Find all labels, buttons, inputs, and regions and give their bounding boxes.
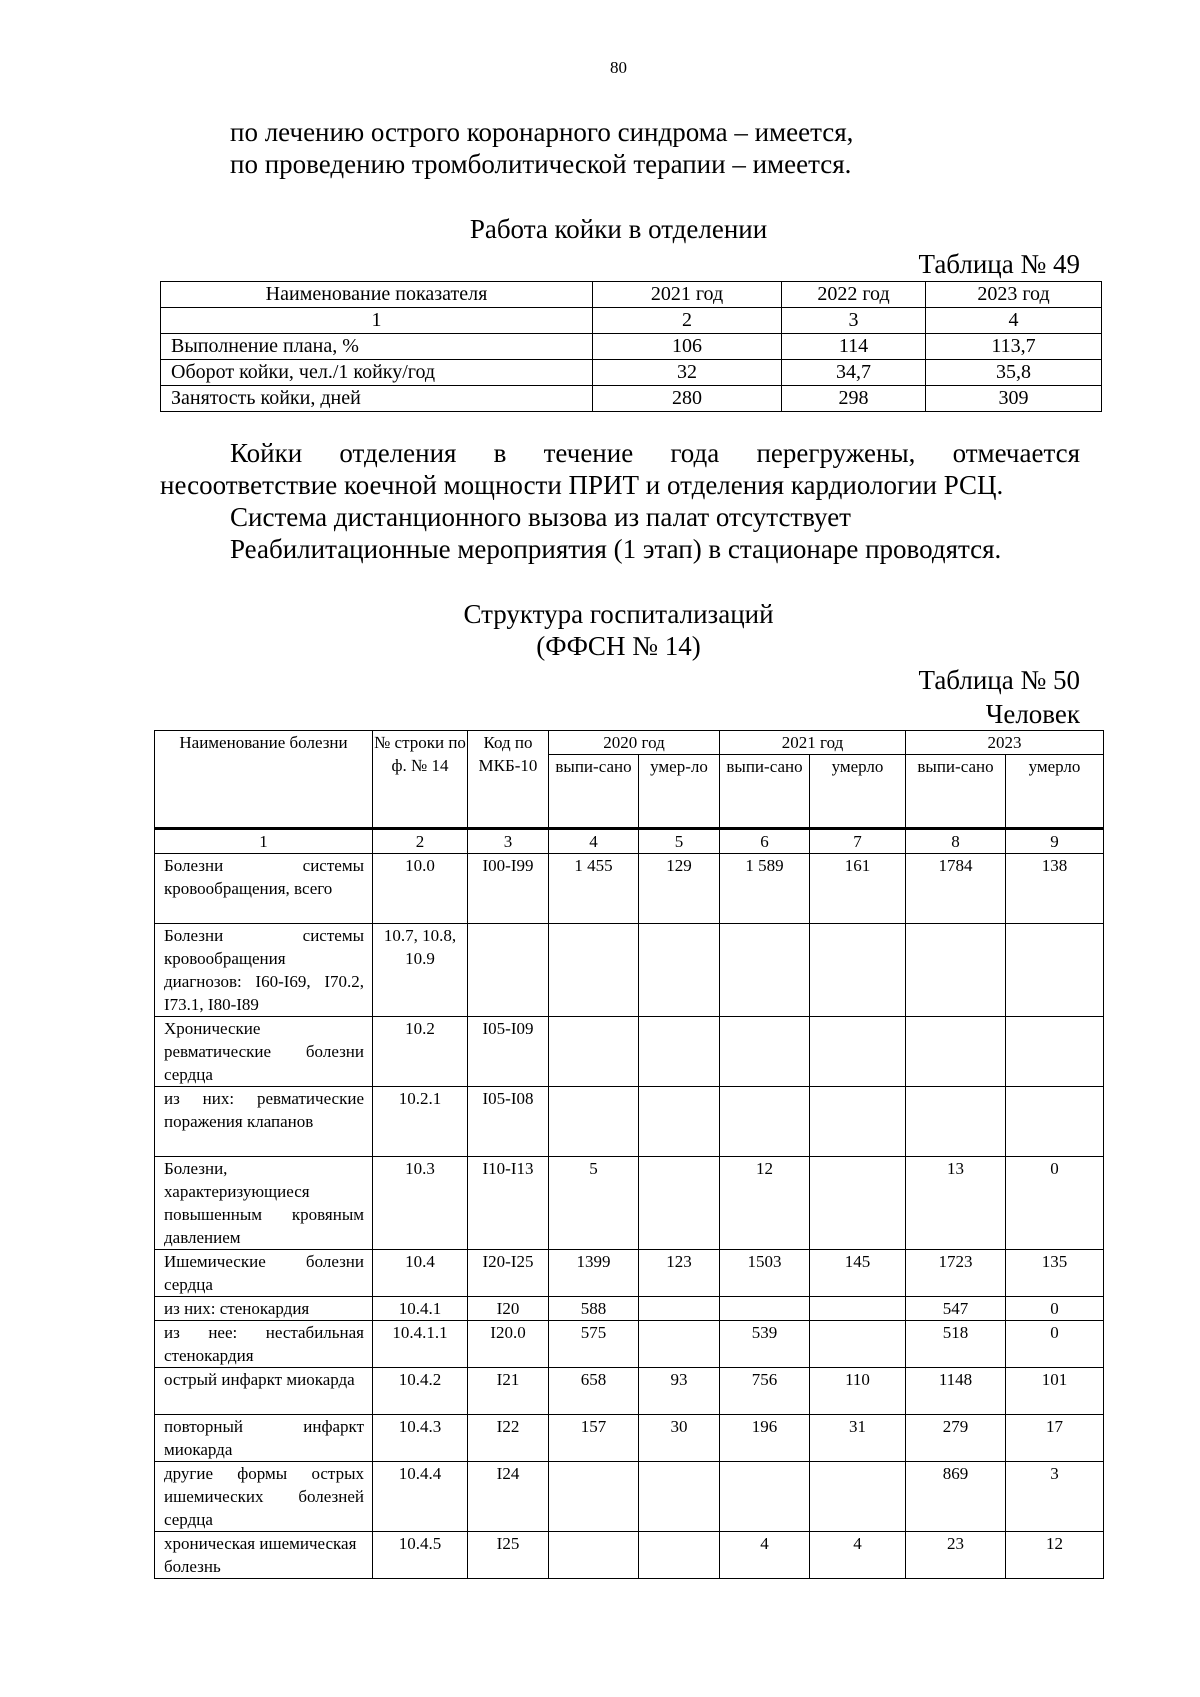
header-cell: 2021 год — [593, 282, 782, 308]
disease-name-cell: из нее: нестабильная стенокардия — [155, 1321, 373, 1368]
value-cell: 23 — [906, 1532, 1006, 1579]
value-cell — [549, 1462, 639, 1532]
indicator-name: Выполнение плана, % — [161, 334, 593, 360]
table-row — [155, 1321, 1104, 1368]
column-number-cell: 3 — [468, 829, 549, 854]
header-discharged-2021: выпи-сано — [720, 755, 810, 829]
value-cell: 138 — [1006, 854, 1104, 924]
value-cell: 32 — [593, 360, 782, 386]
disease-name-cell: повторный инфаркт миокарда — [155, 1415, 373, 1462]
value-cell: 0 — [1006, 1321, 1104, 1368]
row-number-cell: 10.4.2 — [373, 1368, 468, 1415]
value-cell — [810, 1017, 906, 1087]
table-row — [161, 334, 1102, 360]
icd-code-cell: I05-I09 — [468, 1017, 549, 1087]
row-number-cell: 10.4.3 — [373, 1415, 468, 1462]
value-cell: 12 — [1006, 1532, 1104, 1579]
value-cell: 309 — [926, 386, 1102, 412]
row-number-cell: 10.3 — [373, 1157, 468, 1250]
table-49 — [160, 281, 1102, 412]
table-50 — [154, 730, 1104, 1579]
header-row-number: № строки по ф. № 14 — [373, 731, 468, 829]
icd-code-cell: I05-I08 — [468, 1087, 549, 1157]
value-cell: 588 — [549, 1297, 639, 1321]
table-row — [161, 386, 1102, 412]
icd-code-cell: I22 — [468, 1415, 549, 1462]
value-cell — [906, 1087, 1006, 1157]
table50-title-line-2: (ФФСН № 14) — [536, 631, 701, 661]
value-cell: 869 — [906, 1462, 1006, 1532]
page-number: 80 — [610, 58, 627, 77]
value-cell — [720, 924, 810, 1017]
value-cell — [720, 1462, 810, 1532]
value-cell — [1006, 1087, 1104, 1157]
column-number-cell: 2 — [373, 829, 468, 854]
value-cell — [639, 924, 720, 1017]
disease-name-cell: из них: стенокардия — [155, 1297, 373, 1321]
icd-code-cell: I24 — [468, 1462, 549, 1532]
value-cell: 110 — [810, 1368, 906, 1415]
icd-code-cell: I00-I99 — [468, 854, 549, 924]
paragraph-1-line-2: несоответствие коечной мощности ПРИТ и отделения кардиологии РСЦ. — [160, 470, 1004, 500]
value-cell: 145 — [810, 1250, 906, 1297]
header-died-2020: умер-ло — [639, 755, 720, 829]
value-cell: 4 — [720, 1532, 810, 1579]
value-cell: 0 — [1006, 1297, 1104, 1321]
value-cell — [549, 1532, 639, 1579]
column-number-row — [155, 829, 1104, 854]
value-cell: 106 — [593, 334, 782, 360]
header-icd-code: Код по МКБ-10 — [468, 731, 549, 829]
value-cell: 17 — [1006, 1415, 1104, 1462]
icd-code-cell: I10-I13 — [468, 1157, 549, 1250]
value-cell: 1399 — [549, 1250, 639, 1297]
paragraph-1-line-1: Койки отделения в течение года перегружены, отмечается — [230, 438, 1080, 468]
icd-code-cell: I20.0 — [468, 1321, 549, 1368]
value-cell: 196 — [720, 1415, 810, 1462]
disease-name-cell: острый инфаркт миокарда — [155, 1368, 373, 1415]
table-row — [155, 854, 1104, 924]
header-year-2023: 2023 — [906, 731, 1104, 755]
table-row — [155, 1462, 1104, 1532]
value-cell — [906, 924, 1006, 1017]
value-cell — [1006, 924, 1104, 1017]
value-cell — [810, 1297, 906, 1321]
disease-name-cell: другие формы острых ишемических болезней сердца — [155, 1462, 373, 1532]
icd-code-cell: I21 — [468, 1368, 549, 1415]
value-cell: 161 — [810, 854, 906, 924]
value-cell — [810, 1321, 906, 1368]
table-row — [155, 1297, 1104, 1321]
value-cell — [549, 924, 639, 1017]
table49-title: Работа койки в отделении — [469, 214, 768, 244]
icd-code-cell: I20 — [468, 1297, 549, 1321]
column-number-cell: 4 — [926, 308, 1102, 334]
table49-label: Таблица № 49 — [918, 249, 1080, 279]
disease-name-cell: Ишемические болезни сердца — [155, 1250, 373, 1297]
value-cell — [720, 1297, 810, 1321]
table-row — [155, 1017, 1104, 1087]
value-cell — [549, 1017, 639, 1087]
icd-code-cell — [468, 924, 549, 1017]
table-row — [155, 1157, 1104, 1250]
disease-name-cell: хроническая ишемическая болезнь — [155, 1532, 373, 1579]
row-number-cell: 10.2.1 — [373, 1087, 468, 1157]
disease-name-cell: из них: ревматические поражения клапанов — [155, 1087, 373, 1157]
value-cell — [639, 1297, 720, 1321]
value-cell — [810, 1462, 906, 1532]
column-number-cell: 5 — [639, 829, 720, 854]
column-number-cell: 9 — [1006, 829, 1104, 854]
value-cell: 280 — [593, 386, 782, 412]
value-cell: 93 — [639, 1368, 720, 1415]
value-cell: 547 — [906, 1297, 1006, 1321]
disease-name-cell: Болезни, характеризующиеся повышенным кровяным давлением — [155, 1157, 373, 1250]
value-cell: 279 — [906, 1415, 1006, 1462]
row-number-cell: 10.4 — [373, 1250, 468, 1297]
header-cell: 2022 год — [782, 282, 926, 308]
disease-name-cell: Болезни системы кровообращения диагнозов: I60-I69, I70.2, I73.1, I80-I89 — [155, 924, 373, 1017]
value-cell: 35,8 — [926, 360, 1102, 386]
table-row — [155, 1250, 1104, 1297]
row-number-cell: 10.4.4 — [373, 1462, 468, 1532]
value-cell: 157 — [549, 1415, 639, 1462]
value-cell: 31 — [810, 1415, 906, 1462]
value-cell: 34,7 — [782, 360, 926, 386]
column-number-cell: 8 — [906, 829, 1006, 854]
value-cell: 756 — [720, 1368, 810, 1415]
icd-code-cell: I20-I25 — [468, 1250, 549, 1297]
value-cell — [639, 1321, 720, 1368]
paragraph-3: Реабилитационные мероприятия (1 этап) в стационаре проводятся. — [230, 534, 1002, 564]
value-cell: 123 — [639, 1250, 720, 1297]
header-cell: 2023 год — [926, 282, 1102, 308]
value-cell — [639, 1532, 720, 1579]
disease-name-cell: Хронические ревматические болезни сердца — [155, 1017, 373, 1087]
value-cell: 114 — [782, 334, 926, 360]
value-cell: 5 — [549, 1157, 639, 1250]
row-number-cell: 10.2 — [373, 1017, 468, 1087]
table-row — [155, 1532, 1104, 1579]
column-number-cell: 3 — [782, 308, 926, 334]
value-cell — [720, 1087, 810, 1157]
value-cell: 101 — [1006, 1368, 1104, 1415]
indicator-name: Оборот койки, чел./1 койку/год — [161, 360, 593, 386]
row-number-cell: 10.4.5 — [373, 1532, 468, 1579]
column-number-cell: 6 — [720, 829, 810, 854]
row-number-cell: 10.4.1.1 — [373, 1321, 468, 1368]
header-discharged-2020: выпи-сано — [549, 755, 639, 829]
header-disease-name: Наименование болезни — [155, 731, 373, 829]
value-cell: 12 — [720, 1157, 810, 1250]
table50-label: Таблица № 50 — [918, 665, 1080, 695]
row-number-cell: 10.0 — [373, 854, 468, 924]
value-cell: 1 589 — [720, 854, 810, 924]
intro-line-1: по лечению острого коронарного синдрома – имеется, — [230, 117, 854, 147]
value-cell: 4 — [810, 1532, 906, 1579]
value-cell — [549, 1087, 639, 1157]
value-cell: 539 — [720, 1321, 810, 1368]
disease-name-cell: Болезни системы кровообращения, всего — [155, 854, 373, 924]
table-row — [155, 924, 1104, 1017]
value-cell: 575 — [549, 1321, 639, 1368]
column-number-cell: 1 — [161, 308, 593, 334]
value-cell — [639, 1087, 720, 1157]
value-cell: 3 — [1006, 1462, 1104, 1532]
header-cell: Наименование показателя — [161, 282, 593, 308]
value-cell: 658 — [549, 1368, 639, 1415]
value-cell — [639, 1462, 720, 1532]
value-cell: 13 — [906, 1157, 1006, 1250]
column-number-cell: 4 — [549, 829, 639, 854]
column-number-cell: 1 — [155, 829, 373, 854]
value-cell: 30 — [639, 1415, 720, 1462]
value-cell: 1148 — [906, 1368, 1006, 1415]
value-cell: 298 — [782, 386, 926, 412]
value-cell: 1 455 — [549, 854, 639, 924]
value-cell: 1723 — [906, 1250, 1006, 1297]
value-cell — [639, 1157, 720, 1250]
table-header-row — [161, 282, 1102, 308]
table-row — [155, 1368, 1104, 1415]
header-year-2020: 2020 год — [549, 731, 720, 755]
value-cell: 129 — [639, 854, 720, 924]
table-header-row — [155, 731, 1104, 755]
intro-line-2: по проведению тромболитической терапии – имеется. — [230, 149, 852, 179]
value-cell — [810, 1087, 906, 1157]
header-died-2021: умерло — [810, 755, 906, 829]
value-cell: 1784 — [906, 854, 1006, 924]
table50-unit: Человек — [985, 699, 1080, 729]
table-row — [155, 1415, 1104, 1462]
value-cell — [906, 1017, 1006, 1087]
table50-title-line-1: Структура госпитализаций — [463, 599, 774, 629]
value-cell: 518 — [906, 1321, 1006, 1368]
table-row — [155, 1087, 1104, 1157]
row-number-cell: 10.4.1 — [373, 1297, 468, 1321]
table-row — [161, 360, 1102, 386]
value-cell: 113,7 — [926, 334, 1102, 360]
value-cell — [1006, 1017, 1104, 1087]
value-cell — [810, 1157, 906, 1250]
value-cell — [639, 1017, 720, 1087]
column-number-row — [161, 308, 1102, 334]
value-cell: 1503 — [720, 1250, 810, 1297]
header-died-2023: умерло — [1006, 755, 1104, 829]
header-year-2021: 2021 год — [720, 731, 906, 755]
value-cell: 0 — [1006, 1157, 1104, 1250]
indicator-name: Занятость койки, дней — [161, 386, 593, 412]
column-number-cell: 7 — [810, 829, 906, 854]
header-discharged-2023: выпи-сано — [906, 755, 1006, 829]
column-number-cell: 2 — [593, 308, 782, 334]
value-cell — [810, 924, 906, 1017]
paragraph-2: Система дистанционного вызова из палат отсутствует — [230, 502, 851, 532]
row-number-cell: 10.7, 10.8, 10.9 — [373, 924, 468, 1017]
value-cell: 135 — [1006, 1250, 1104, 1297]
icd-code-cell: I25 — [468, 1532, 549, 1579]
value-cell — [720, 1017, 810, 1087]
